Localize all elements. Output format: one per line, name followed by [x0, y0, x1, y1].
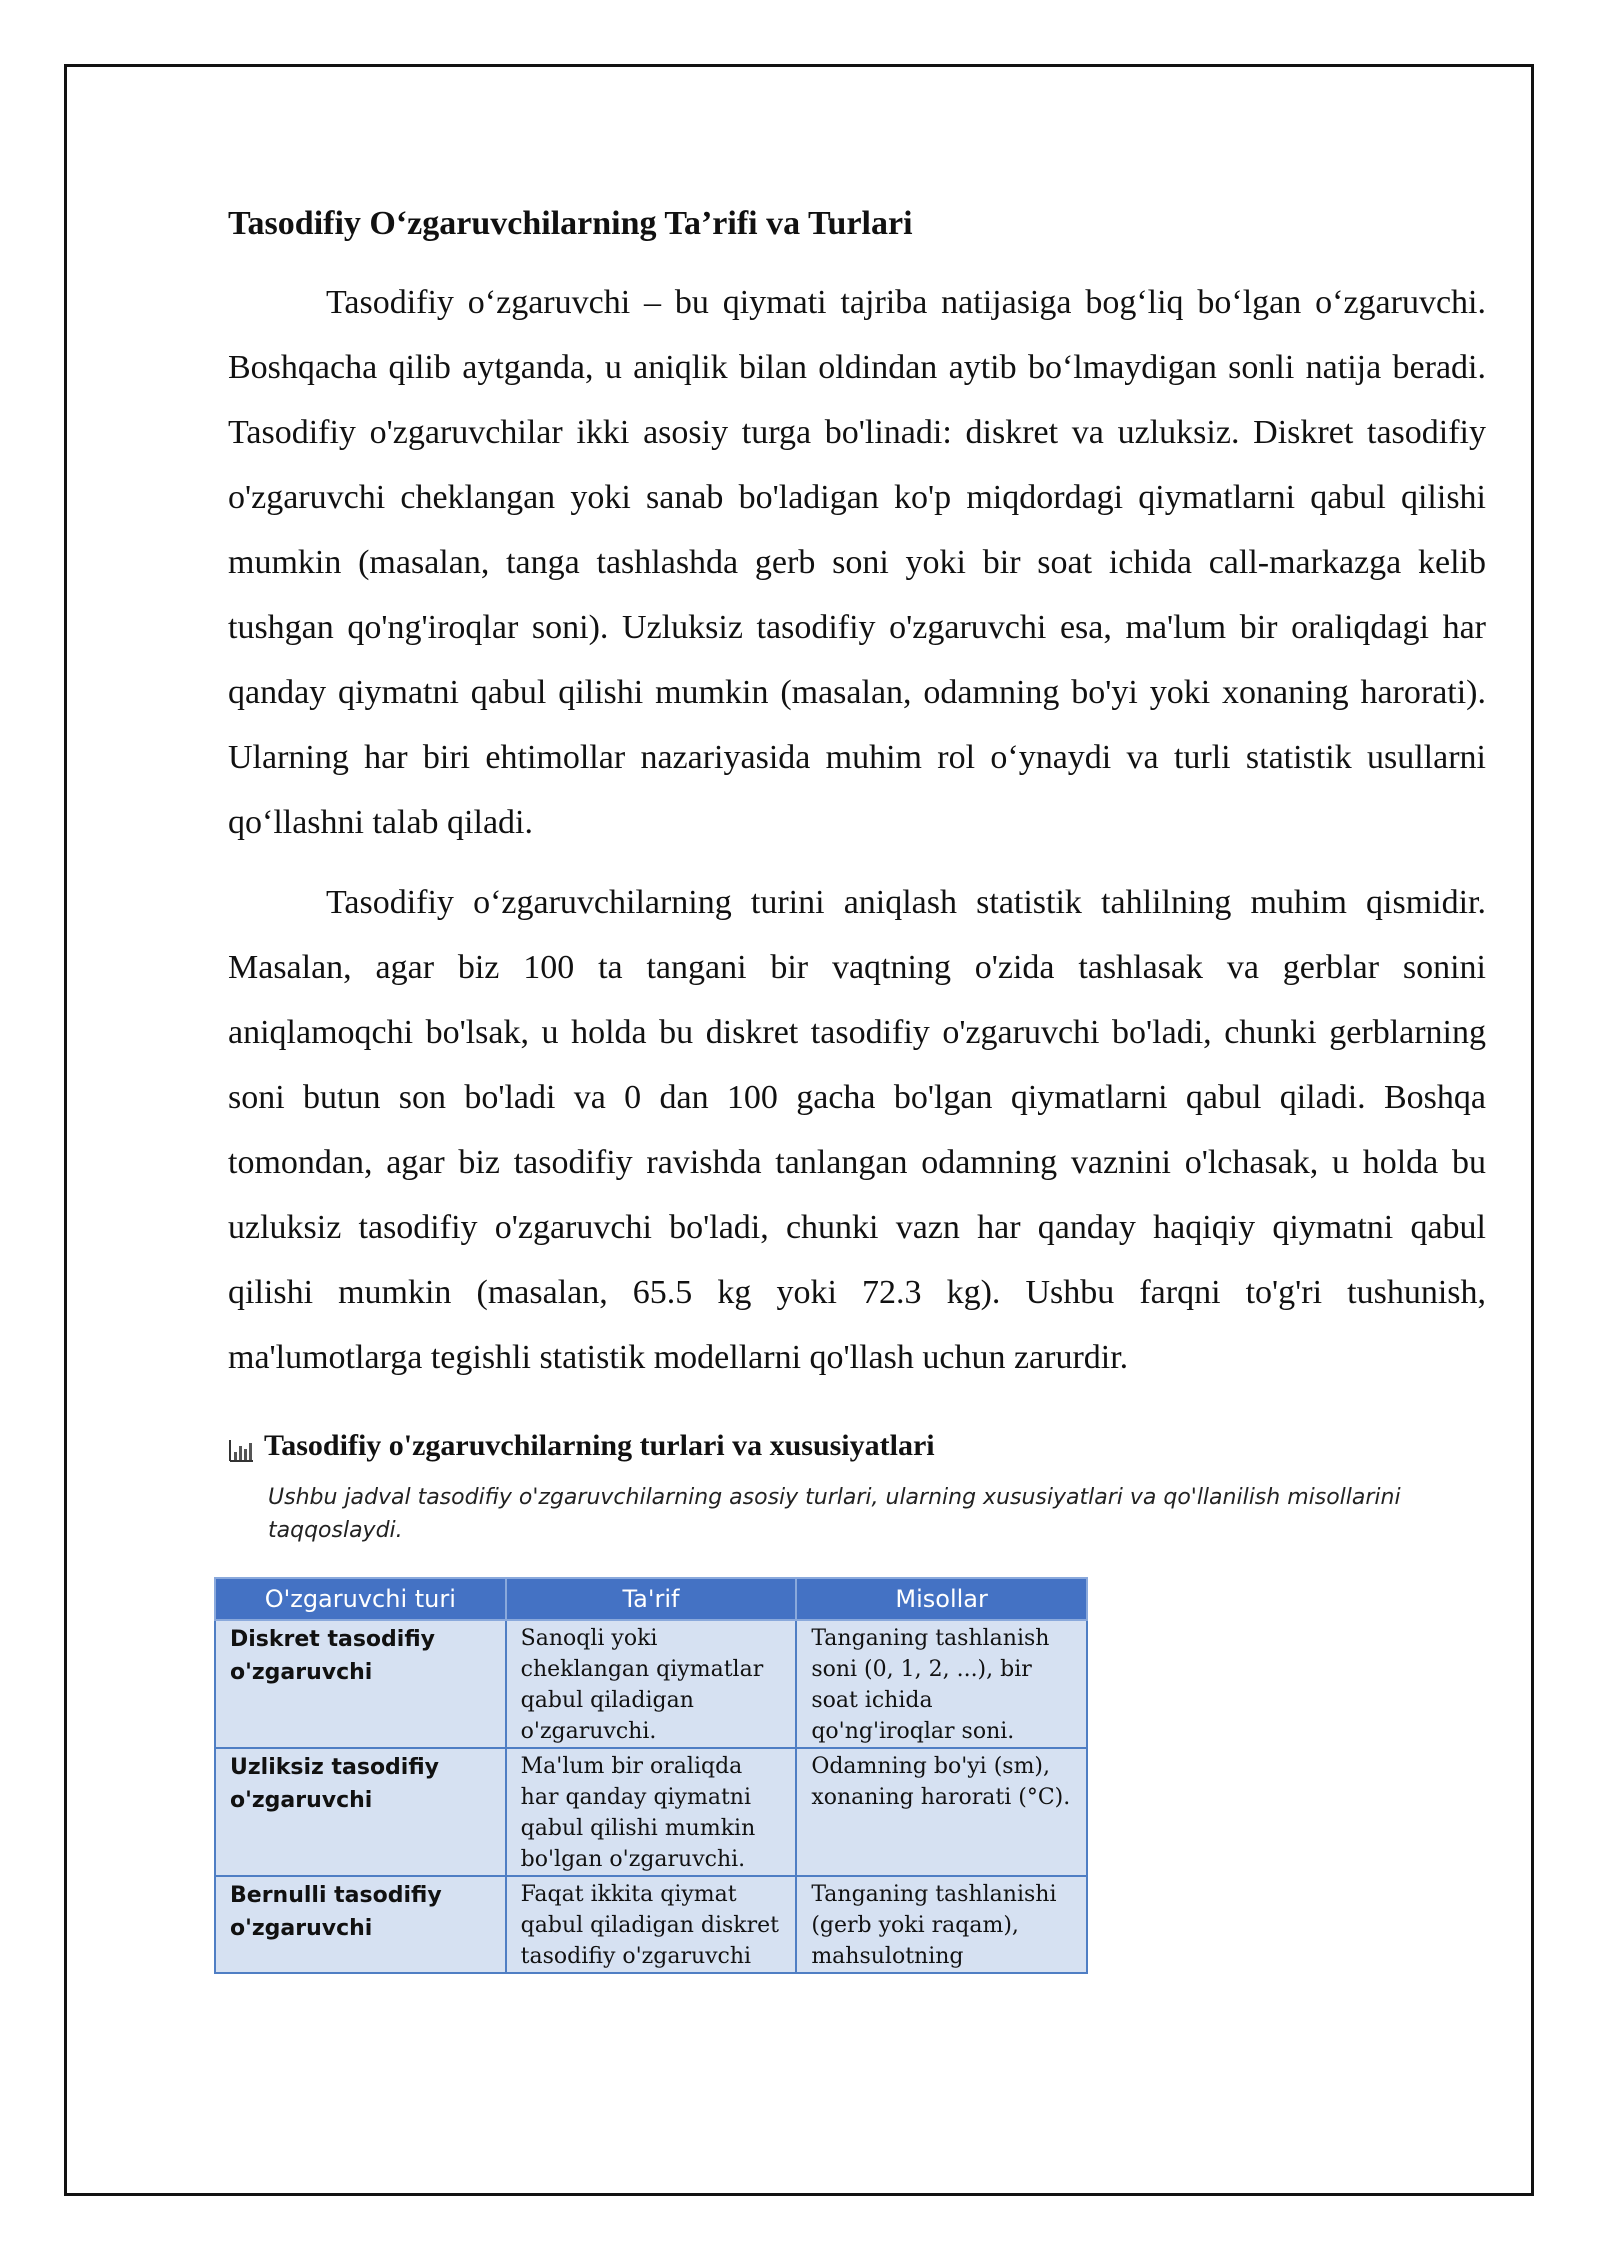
bar-chart-icon — [228, 1433, 254, 1459]
table-row — [215, 1620, 1087, 1748]
table-header-row — [215, 1578, 1087, 1620]
table-section — [228, 1425, 1486, 1974]
definition-cell: Ma'lum bir oraliqda har qanday qiymatni qabul qilishi mumkin bo'lgan o'zgaruvchi. — [506, 1748, 797, 1876]
column-header-definition: Ta'rif — [506, 1578, 797, 1620]
examples-cell: Tanganing tashlanishi (gerb yoki raqam), mahsulotning — [796, 1876, 1087, 1973]
definition-cell: Sanoqli yoki cheklangan qiymatlar qabul qiladigan o'zgaruvchi. — [506, 1620, 797, 1748]
examples-cell: Tanganing tashlanish soni (0, 1, 2, ...), bir soat ichida qo'ng'iroqlar soni. — [796, 1620, 1087, 1748]
column-header-type: O'zgaruvchi turi — [215, 1578, 506, 1620]
column-header-examples: Misollar — [796, 1578, 1087, 1620]
variable-types-table — [214, 1577, 1088, 1974]
paragraph-examples: Tasodifiy o‘zgaruvchilarning turini aniqlash statistik tahlilning muhim qismidir. Masalan, agar biz 100 ta tangani bir vaqtning o'zida tashlasak va gerblar sonini aniqlamoqchi bo'lsak, u holda bu diskret tasodifiy o'zgaruvchi bo'ladi, chunki gerblarning soni butun son bo'ladi va 0 dan 100 gacha bo'lgan qiymatlarni qabul qiladi. Boshqa tomondan, agar biz tasodifiy ravishda tanlangan odamning vaznini o'lchasak, u holda bu uzluksiz tasodifiy o'zgaruvchi bo'ladi, chunki vazn har qanday haqiqiy qiymatni qabul qilishi mumkin (masalan, 65.5 kg yoki 72.3 kg). Ushbu farqni to'g'ri tushunish, ma'lumotlarga tegishli statistik modellarni qo'llash uchun zarurdir. — [228, 884, 1486, 1376]
type-cell: Uzliksiz tasodifiy o'zgaruvchi — [215, 1748, 506, 1876]
paragraph-definition: Tasodifiy o‘zgaruvchi – bu qiymati tajriba natijasiga bog‘liq bo‘lgan o‘zgaruvchi. Boshqacha qilib aytganda, u aniqlik bilan oldindan aytib bo‘lmaydigan sonli natija beradi. Tasodifiy o'zgaruvchilar ikki asosiy turga bo'linadi: diskret va uzluksiz. Diskret tasodifiy o'zgaruvchi cheklangan yoki sanab bo'ladigan ko'p miqdordagi qiymatlarni qabul qilishi mumkin (masalan, tanga tashlashda gerb soni yoki bir soat ichida call-markazga kelib tushgan qo'ng'iroqlar soni). Uzluksiz tasodifiy o'zgaruvchi esa, ma'lum bir oraliqdagi har qanday qiymatni qabul qilishi mumkin (masalan, odamning bo'yi yoki xonaning harorati). Ularning har biri ehtimollar nazariyasida muhim rol o‘ynaydi va turli statistik usullarni qo‘llashni talab qiladi. — [228, 284, 1486, 841]
document-title: Tasodifiy O‘zgaruvchilarning Ta’rifi va Turlari — [228, 205, 913, 242]
definition-cell: Faqat ikkita qiymat qabul qiladigan diskret tasodifiy o'zgaruvchi — [506, 1876, 797, 1973]
type-cell: Diskret tasodifiy o'zgaruvchi — [215, 1620, 506, 1748]
table-row — [215, 1876, 1087, 1973]
examples-cell: Odamning bo'yi (sm), xonaning harorati (°C). — [796, 1748, 1087, 1876]
table-caption: Ushbu jadval tasodifiy o'zgaruvchilarning asosiy turlari, ularning xususiyatlari va qo'llanilish misollarini taqqoslaydi. — [268, 1485, 1401, 1543]
document-body — [228, 198, 1486, 1974]
type-cell: Bernulli tasodifiy o'zgaruvchi — [215, 1876, 506, 1973]
table-row — [215, 1748, 1087, 1876]
table-heading-text: Tasodifiy o'zgaruvchilarning turlari va xususiyatlari — [264, 1429, 935, 1462]
table-heading — [228, 1425, 1486, 1467]
